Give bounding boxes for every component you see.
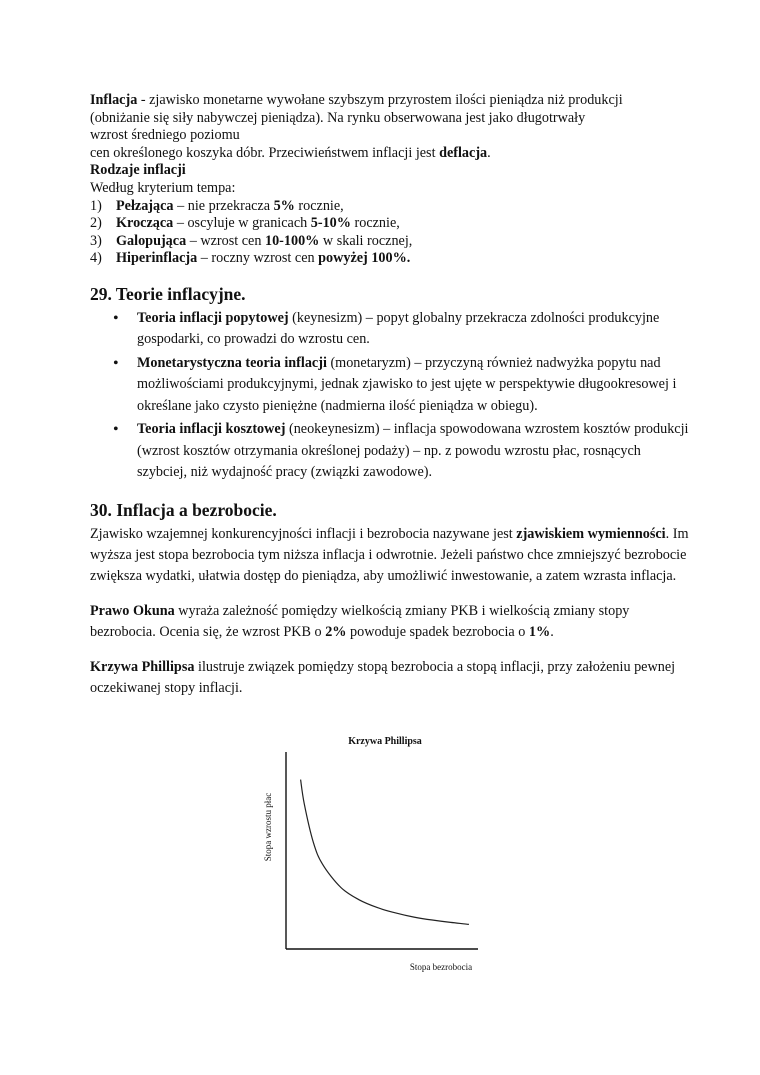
list-item: • Teoria inflacji kosztowej (neokeynesizm) – inflacja spowodowana wzrostem kosztów produkcji (wzrost kosztów otrzymania określonej podaży) – np. z powodu wzrostu płac, rosnących szybciej, niż wydajność pracy (związki zawodowe). — [137, 419, 690, 484]
inflation-definition-line2: (obniżanie się siły nabywczej pieniądza). Na rynku obserwowana jest jako długotrwały — [90, 109, 586, 126]
inflation-types-heading: Rodzaje inflacji — [90, 162, 186, 179]
document-page — [90, 92, 690, 699]
x-axis-label: Stopa bezrobocia — [409, 962, 473, 972]
tempo-criterion: Według kryterium tempa: — [90, 179, 236, 196]
deflation-term: deflacja — [439, 144, 488, 161]
okun-paragraph: Prawo Okuna wyraża zależność pomiędzy wielkością zmiany PKB i wielkością zmiany stopy bezrobocia. Ocenia się, że wzrost PKB o 2% powoduje spadek bezrobocia o 1%. — [90, 602, 630, 640]
chart-title: Krzywa Phillipsa — [348, 736, 422, 747]
list-item: • Teoria inflacji popytowej (keynesizm) – popyt globalny przekracza zdolności produkcyjne gospodarki, co prowadzi do wzrostu cen. — [137, 308, 690, 351]
theories-list — [90, 308, 690, 484]
list-item: • Monetarystyczna teoria inflacji (monetaryzm) – przyczyną również nadwyżka popytu nad możliwościami produkcyjnymi, jednak zjawisko to jest ujęte w perspektywie długookresowej i określane jako czysto pieniężne (nadmierna ilość pieniądza w obiegu). — [137, 353, 690, 418]
section-29-title: 29. Teorie inflacyjne. — [90, 283, 246, 304]
inflation-term: Inflacja — [90, 92, 138, 108]
section-30-title: 30. Inflacja a bezrobocie. — [90, 499, 277, 520]
phillips-paragraph: Krzywa Phillipsa ilustruje związek pomiędzy stopą bezrobocia a stopą inflacji, przy założeniu pewnej oczekiwanej stopy inflacji. — [90, 658, 676, 696]
phillips-curve-line — [301, 780, 469, 925]
list-item: 1) Pełzająca – nie przekracza 5% rocznie, — [90, 197, 344, 214]
list-item: 4) Hiperinflacja – roczny wzrost cen powyżej 100%. — [90, 250, 411, 267]
inflation-definition-line4: cen określonego koszyka dóbr. Przeciwieństwem inflacji jest deflacja. — [90, 144, 491, 161]
list-item: 3) Galopująca – wzrost cen 10-100% w skali rocznej, — [90, 232, 413, 249]
inflation-definition-line3: wzrost średniego poziomu — [90, 127, 240, 144]
tempo-list — [90, 198, 690, 268]
y-axis-label: Stopa wzrostu płac — [263, 792, 273, 862]
phillips-curve-chart — [255, 732, 495, 977]
tradeoff-paragraph: Zjawisko wzajemnej konkurencyjności inflacji i bezrobocia nazywane jest zjawiskiem wymienności. Im wyższa jest stopa bezrobocia tym niższa inflacja i odwrotnie. Jeżeli państwo chce zmniejszyć bezrobocie zwiększa wydatki, ułatwia dostęp do pieniądza, aby umożliwić inwestowanie, a zatem wzrasta inflacja. — [90, 525, 689, 584]
list-item: 2) Krocząca – oscyluje w granicach 5-10% rocznie, — [90, 215, 400, 232]
inflation-definition: Inflacja - zjawisko monetarne wywołane szybszym przyrostem ilości pieniądza niż produkcji — [90, 92, 623, 108]
